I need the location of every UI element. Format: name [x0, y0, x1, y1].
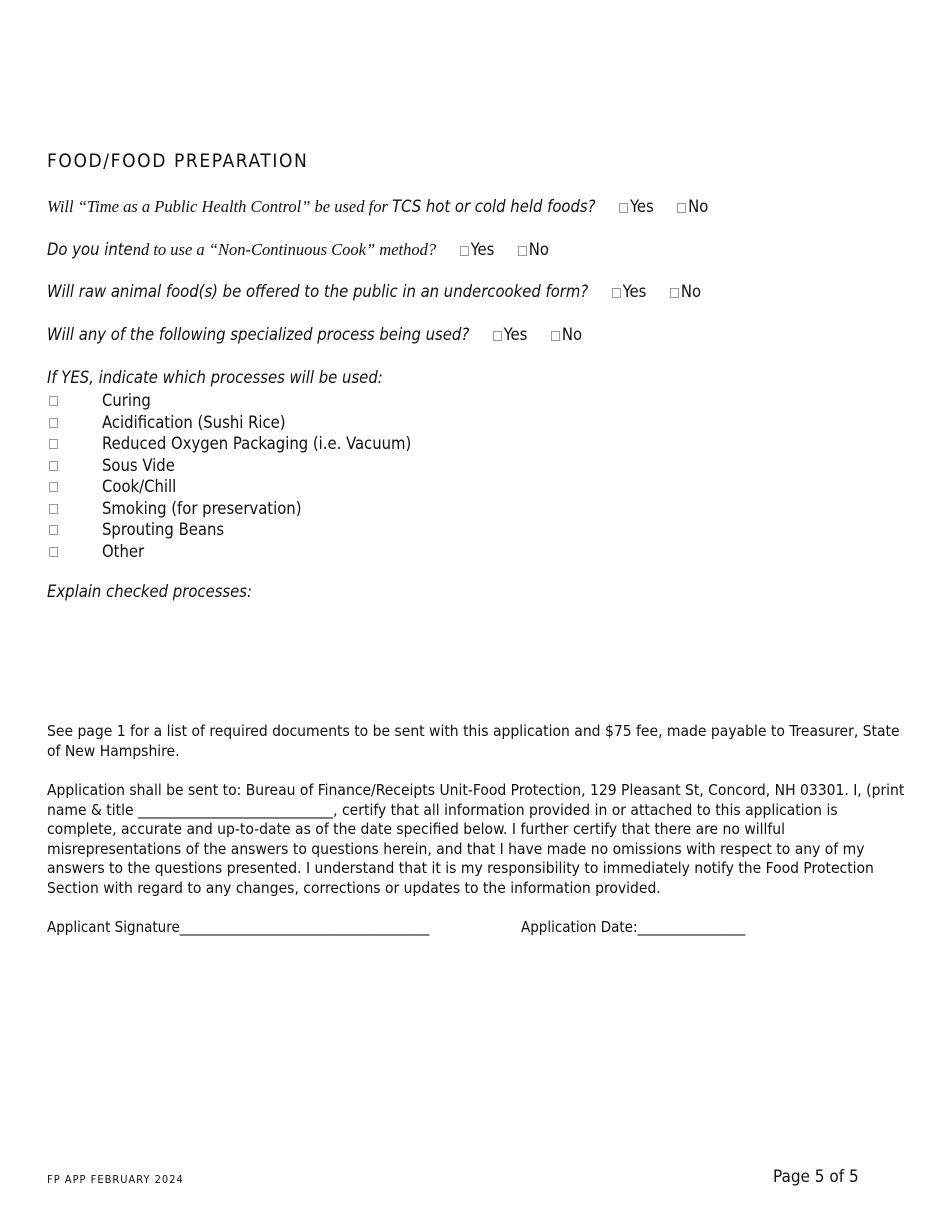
undercooked-no-label: No [680, 282, 702, 301]
undercooked-yes-checkbox[interactable] [612, 288, 621, 298]
tphc-no-checkbox[interactable] [677, 203, 686, 213]
tphc-yes-checkbox[interactable] [619, 203, 628, 213]
noncontinuous-no-label: No [528, 240, 549, 259]
specialized-yes-checkbox[interactable] [493, 331, 502, 341]
process-acidification-checkbox[interactable] [49, 418, 58, 428]
processes-prompt: If YES, indicate which processes will be used: [47, 368, 383, 387]
question-tphc [47, 197, 708, 217]
question-noncontinuous-cook [47, 240, 549, 260]
documents-note: See page 1 for a list of required documents to be sent with this application and $75 fee, made payable to Treasurer, State of New Hampshire. [47, 722, 900, 760]
question-noncontinuous-text-part2: nd to use a “Non-Continuous Cook” method? [132, 240, 437, 259]
question-undercooked [47, 282, 701, 301]
process-curing-checkbox[interactable] [49, 396, 58, 406]
process-label: Other [102, 541, 145, 561]
process-label: Sous Vide [102, 455, 175, 475]
process-rop-checkbox[interactable] [49, 439, 58, 449]
noncontinuous-no-checkbox[interactable] [518, 246, 527, 256]
specialized-no-label: No [561, 325, 583, 344]
undercooked-yes-label: Yes [622, 282, 647, 301]
explain-prompt: Explain checked processes: [47, 582, 253, 601]
question-noncontinuous-text-part1: Do you inte [47, 240, 133, 259]
noncontinuous-yes-checkbox[interactable] [460, 246, 469, 256]
tphc-yes-label: Yes [629, 197, 654, 216]
process-sprouting-checkbox[interactable] [49, 525, 58, 535]
noncontinuous-yes-label: Yes [470, 240, 495, 259]
specialized-no-checkbox[interactable] [551, 331, 560, 341]
question-tphc-text-part2: TCS hot or cold held foods? [392, 197, 596, 216]
process-label: Acidification (Sushi Rice) [102, 412, 286, 432]
process-label: Cook/Chill [102, 477, 177, 496]
specialized-yes-label: Yes [503, 325, 528, 344]
question-undercooked-text: Will raw animal food(s) be offered to the public in an undercooked form? [47, 282, 589, 301]
process-other-checkbox[interactable] [49, 547, 58, 557]
footer-form-id: FP APP FEBRUARY 2024 [47, 1173, 184, 1186]
process-label: Reduced Oxygen Packaging (i.e. Vacuum) [102, 434, 412, 453]
application-date-line[interactable]: Application Date:________________ [521, 918, 746, 936]
process-sous-vide-checkbox[interactable] [49, 461, 58, 471]
undercooked-no-checkbox[interactable] [670, 288, 679, 298]
tphc-no-label: No [688, 197, 709, 216]
process-cook-chill-checkbox[interactable] [49, 482, 58, 492]
applicant-signature-line[interactable]: Applicant Signature_____________________________________ [47, 918, 430, 936]
question-specialized-process [47, 325, 582, 344]
section-title: FOOD/FOOD PREPARATION [47, 150, 309, 172]
process-label: Smoking (for preservation) [102, 498, 302, 518]
footer-page-number: Page 5 of 5 [773, 1167, 859, 1187]
question-tphc-text-part1: Will “Time as a Public Health Control” be used for [47, 197, 392, 216]
process-smoking-checkbox[interactable] [49, 504, 58, 514]
certification-statement: Application shall be sent to: Bureau of Finance/Receipts Unit-Food Protection, 129 Pleasant St, Concord, NH 03301. I, (print name & title ____________________________, certify that all information provided in or attached to this application is complete, accurate and up-to-date as of the date specified below. I further certify that there are no willful misrepresentations of the answers to questions herein, and that I have made no omissions with respect to any of my answers to the questions presented. I understand that it is my responsibility to immediately notify the Food Protection Section with regard to any changes, corrections or updates to the information provided. [47, 781, 905, 897]
process-label: Sprouting Beans [102, 520, 225, 539]
process-label: Curing [102, 391, 151, 410]
question-specialized-text: Will any of the following specialized process being used? [47, 325, 470, 344]
